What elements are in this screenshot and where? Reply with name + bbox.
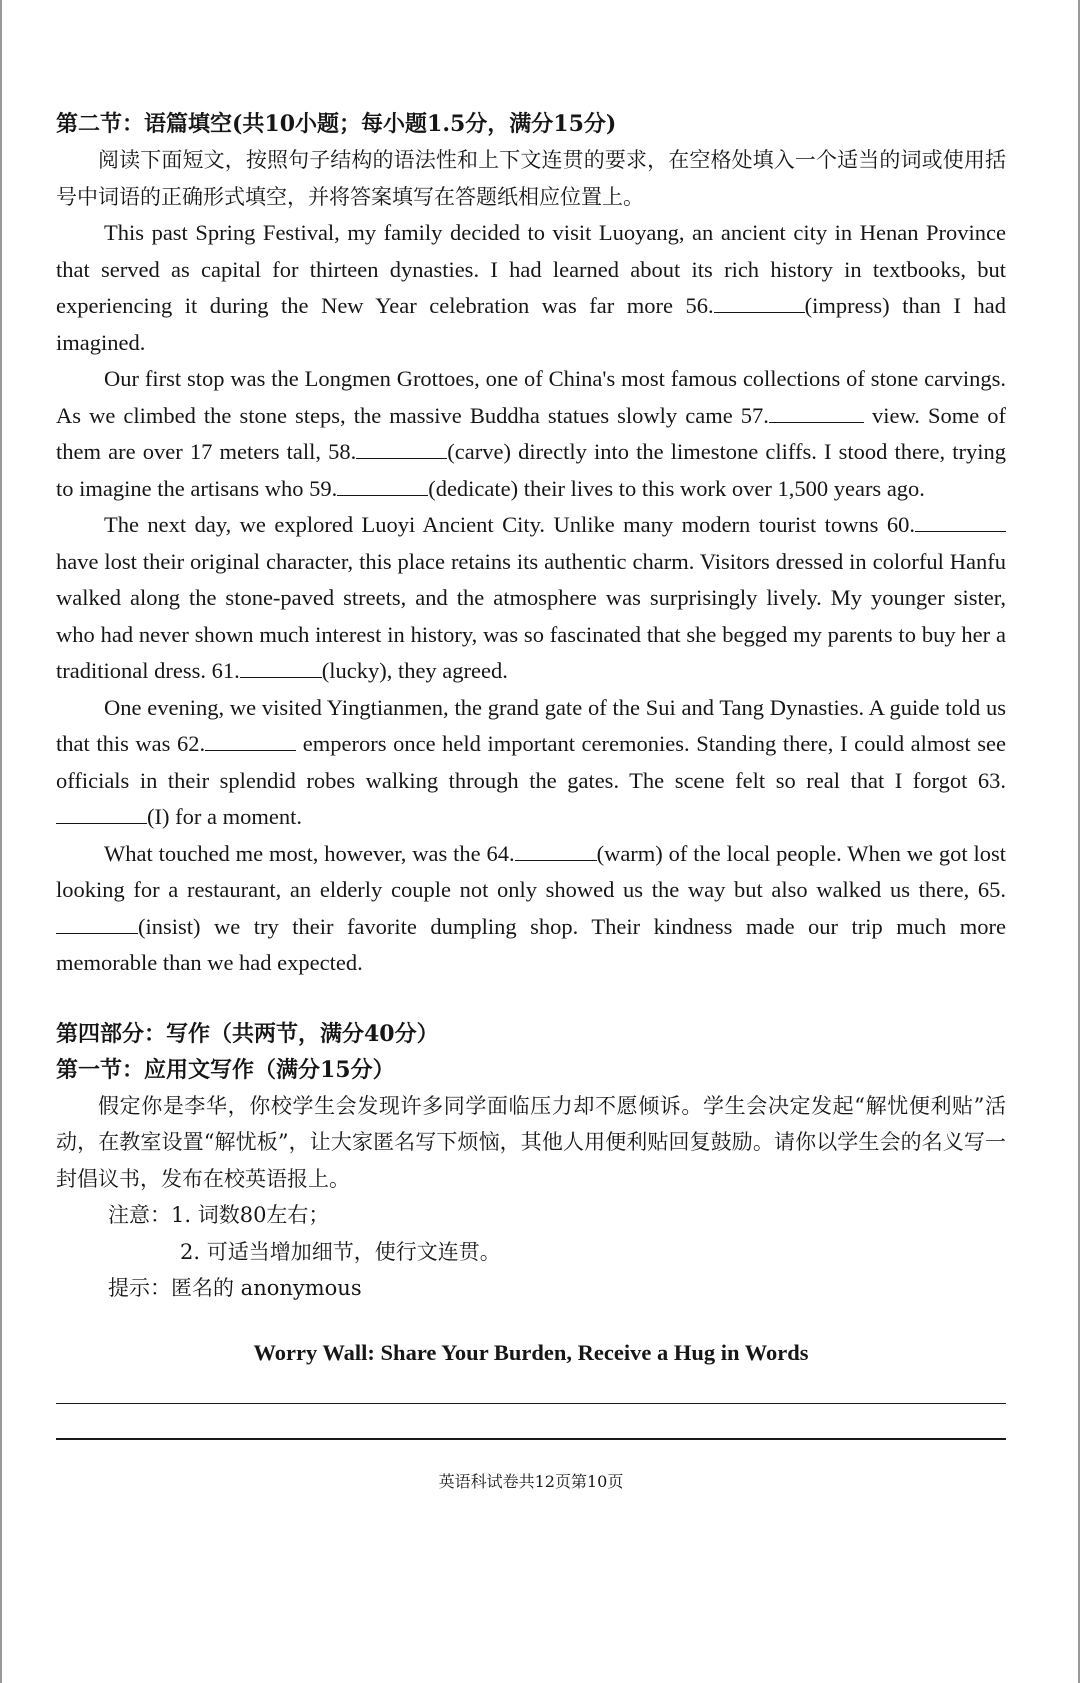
passage-paragraph-4: [56, 690, 1006, 836]
passage-text: Our first stop was the Longmen Grottoes, one of China's most famous collections of stone carvings. As we climbed the stone steps, the massive Buddha statues slowly came 57.: [56, 366, 1006, 428]
writing-hint: 提示：匿名的 anonymous: [108, 1276, 362, 1300]
passage-paragraph-2: [56, 361, 1006, 507]
writing-prompt: 假定你是李华，你校学生会发现许多同学面临压力却不愿倾诉。学生会决定发起“解忧便利贴”活动，在教室设置“解忧板”，让大家匿名写下烦恼，其他人用便利贴回复鼓励。请你以学生会的名义写一封倡议书，发布在校英语报上。: [56, 1093, 1006, 1191]
passage-text: (warm) of the local people. When we got lost looking for a restaurant, an elderly couple not only showed us the way but also walked us there, 65.: [56, 840, 1006, 902]
section2-instructions: 阅读下面短文，按照句子结构的语法性和上下文连贯的要求，在空格处填入一个适当的词或使用括号中词语的正确形式填空，并将答案填写在答题纸相应位置上。: [56, 148, 1006, 209]
answer-blank-63[interactable]: [56, 803, 147, 824]
page-footer: 英语科试卷共12页第10页: [438, 1471, 624, 1491]
essay-title: Worry Wall: Share Your Burden, Receive a Hug in Words: [253, 1339, 809, 1365]
answer-blank-56[interactable]: [714, 292, 805, 313]
answer-blank-62[interactable]: [205, 730, 296, 751]
passage-paragraph-1: [56, 215, 1006, 361]
answer-blank-65[interactable]: [56, 913, 138, 934]
part4-sub-heading: 第一节：应用文写作（满分15分）: [56, 1056, 395, 1083]
passage-text: (lucky), they agreed.: [321, 658, 508, 683]
passage-text: What touched me most, however, was the 64.: [104, 840, 515, 866]
answer-line-1[interactable]: [56, 1403, 1006, 1405]
writing-note-1: 注意：1. 词数80左右；: [108, 1203, 330, 1227]
passage-paragraph-3: [56, 507, 1006, 690]
passage-text: (insist) we try their favorite dumpling shop. Their kindness made our trip much more memorable than we had expected.: [56, 913, 1006, 975]
passage-text: The next day, we explored Luoyi Ancient City. Unlike many modern tourist towns 60.: [104, 512, 915, 537]
passage-text: (impress) than I had imagined.: [56, 293, 1006, 355]
section2-heading: 第二节：语篇填空(共10小题；每小题1.5分，满分15分): [56, 111, 617, 137]
passage-text: (dedicate) their lives to this work over 1,500 years ago.: [428, 475, 925, 501]
passage-text: (carve) directly into the limestone cliffs. I stood there, trying to imagine the artisans who 59.: [56, 439, 1007, 501]
passage-text: This past Spring Festival, my family decided to visit Luoyang, an ancient city in Henan Province that served as capital for thirteen dynasties. I had learned about its rich history in textbooks, but experiencing it during the New Year celebration was far more 56.: [56, 220, 1006, 318]
passage-text: have lost their original character, this place retains its authentic charm. Visitors dressed in colorful Hanfu walked along the stone-paved streets, and the atmosphere was surprisingly lively. My younger sister, who had never shown much interest in history, was so fascinated that she begged my parents to buy her a traditional dress. 61.: [56, 548, 1006, 683]
passage-text: (I) for a moment.: [147, 804, 302, 829]
answer-blank-60[interactable]: [915, 511, 1006, 532]
passage-text: emperors once held important ceremonies. Standing there, I could almost see officials in their splendid robes walking through the gates. The scene felt so real that I forgot 63.: [56, 731, 1006, 793]
passage-paragraph-5: [56, 836, 1006, 982]
part4-heading: 第四部分：写作（共两节，满分40分）: [56, 1020, 439, 1047]
answer-blank-59[interactable]: [337, 475, 428, 496]
passage-text: view. Some of them are over 17 meters tall, 58.: [56, 402, 1007, 464]
answer-blank-57[interactable]: [769, 402, 864, 423]
answer-line-2[interactable]: [56, 1438, 1006, 1440]
answer-blank-61[interactable]: [240, 657, 322, 678]
answer-blank-58[interactable]: [356, 438, 447, 459]
passage-text: One evening, we visited Yingtianmen, the grand gate of the Sui and Tang Dynasties. A guide told us that this was 62.: [56, 694, 1006, 756]
section-gap: [56, 982, 1006, 1016]
writing-note-2: 2. 可适当增加细节，使行文连贯。: [180, 1239, 501, 1264]
answer-blank-64[interactable]: [515, 840, 597, 861]
